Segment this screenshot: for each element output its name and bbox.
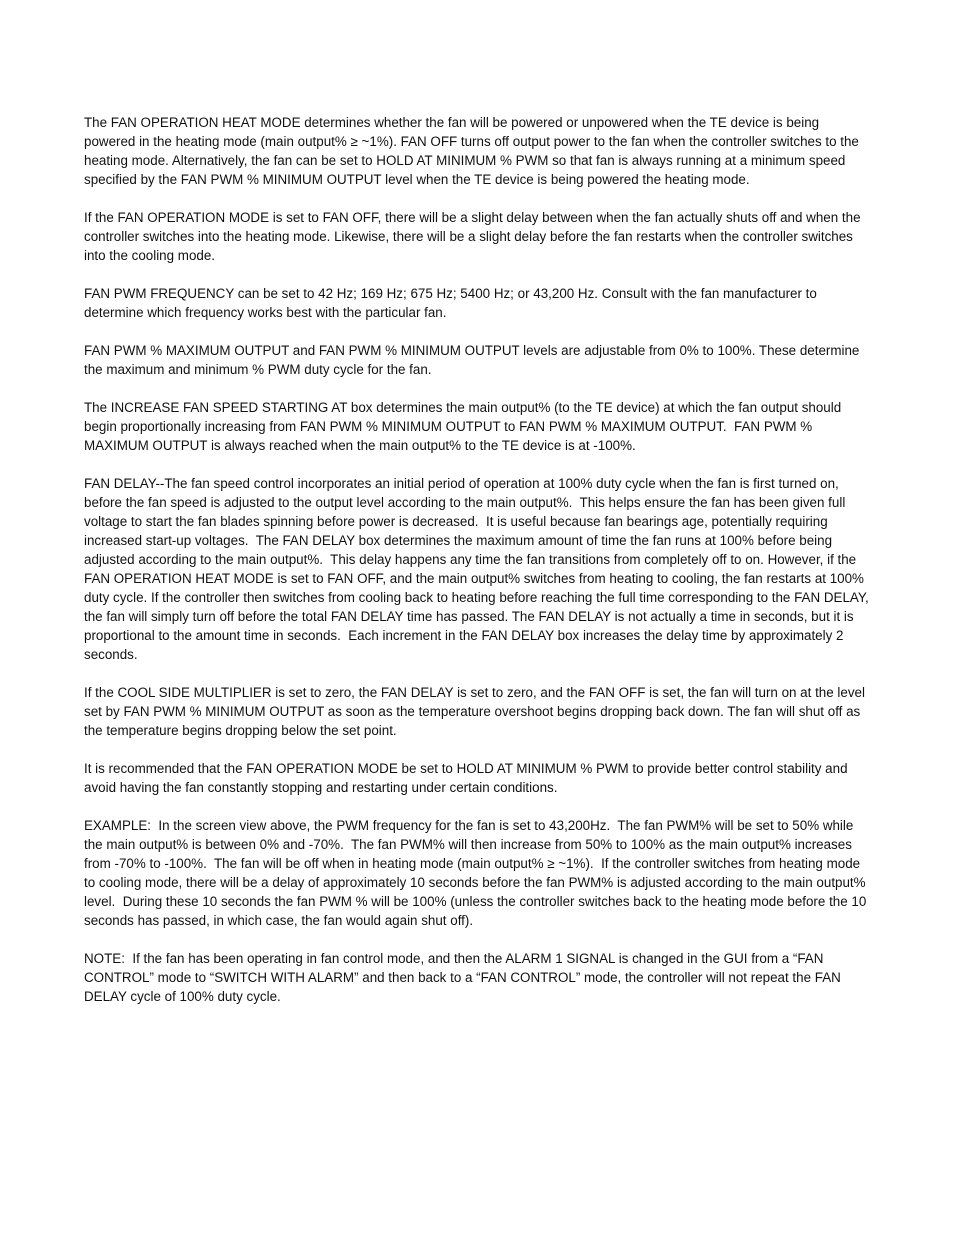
paragraph-fan-pwm-frequency: FAN PWM FREQUENCY can be set to 42 Hz; 169 Hz; 675 Hz; 5400 Hz; or 43,200 Hz. Consult with the fan manufacturer to determine which frequency works best with the particular fan. (84, 286, 821, 320)
paragraph-increase-fan-speed: The INCREASE FAN SPEED STARTING AT box determines the main output% (to the TE device) at which the fan output should begin proportionally increasing from FAN PWM % MINIMUM OUTPUT to FAN PWM % MAXIMUM OUTPUT. FAN PWM % MAXIMUM OUTPUT is always reached when the main output% to the TE device is at -100%. (84, 400, 845, 453)
paragraph-note: NOTE: If the fan has been operating in fan control mode, and then the ALARM 1 SIGNAL is changed in the GUI from a “FAN CONTROL” mode to “SWITCH WITH ALARM” and then back to a “FAN CONTROL” mode, the controller will not repeat the FAN DELAY cycle of 100% duty cycle. (84, 951, 845, 1004)
paragraph-fan-operation-heat-mode: The FAN OPERATION HEAT MODE determines whether the fan will be powered or unpowered when the TE device is being powered in the heating mode (main output% ≥ ~1%). FAN OFF turns off output power to the fan when the controller switches to the heating mode. Alternatively, the fan can be set to HOLD AT MINIMUM % PWM so that fan is always running at a minimum speed specified by the FAN PWM % MINIMUM OUTPUT level when the TE device is being powered the heating mode. (84, 115, 863, 187)
paragraph-cool-side-multiplier: If the COOL SIDE MULTIPLIER is set to zero, the FAN DELAY is set to zero, and the FAN OFF is set, the fan will turn on at the level set by FAN PWM % MINIMUM OUTPUT as soon as the temperature overshoot begins dropping back down. The fan will shut off as the temperature begins dropping below the set point. (84, 685, 869, 738)
paragraph-example: EXAMPLE: In the screen view above, the PWM frequency for the fan is set to 43,200Hz. The fan PWM% will be set to 50% while the main output% is between 0% and -70%. The fan PWM% will then increase from 50% to 100% as the main output% increases from -70% to -100%. The fan will be off when in heating mode (main output% ≥ ~1%). If the controller switches from heating mode to cooling mode, there will be a delay of approximately 10 seconds before the fan PWM% is adjusted according to the main output% level. During these 10 seconds the fan PWM % will be 100% (unless the controller switches back to the heating mode before the 10 seconds has passed, in which case, the fan would again shut off). (84, 818, 871, 928)
paragraph-fan-off-delay: If the FAN OPERATION MODE is set to FAN OFF, there will be a slight delay between when the fan actually shuts off and when the controller switches into the heating mode. Likewise, there will be a slight delay before the fan restarts when the controller switches into the cooling mode. (84, 210, 865, 263)
paragraph-fan-pwm-min-max: FAN PWM % MAXIMUM OUTPUT and FAN PWM % MINIMUM OUTPUT levels are adjustable from 0% to 100%. These determine the maximum and minimum % PWM duty cycle for the fan. (84, 343, 864, 377)
paragraph-fan-delay: FAN DELAY--The fan speed control incorporates an initial period of operation at 100% duty cycle when the fan is first turned on, before the fan speed is adjusted to the output level according to the main output%. This helps ensure the fan has been given full voltage to start the fan blades spinning before power is decreased. It is useful because fan bearings age, potentially requiring increased start-up voltages. The FAN DELAY box determines the maximum amount of time the fan runs at 100% before being adjusted according to the main output%. This delay happens any time the fan transitions from completely off to on. However, if the FAN OPERATION HEAT MODE is set to FAN OFF, and the main output% switches from heating to cooling, the fan restarts at 100% duty cycle. If the controller then switches from cooling back to heating before reaching the full time corresponding to the FAN DELAY, the fan will simply turn off before the total FAN DELAY time has passed. The FAN DELAY is not actually a time in seconds, but it is proportional to the amount time in seconds. Each increment in the FAN DELAY box increases the delay time by approximately 2 seconds. (84, 476, 873, 662)
paragraph-recommendation: It is recommended that the FAN OPERATION MODE be set to HOLD AT MINIMUM % PWM to provide better control stability and avoid having the fan constantly stopping and restarting under certain conditions. (84, 761, 852, 795)
document-page (84, 113, 874, 1025)
